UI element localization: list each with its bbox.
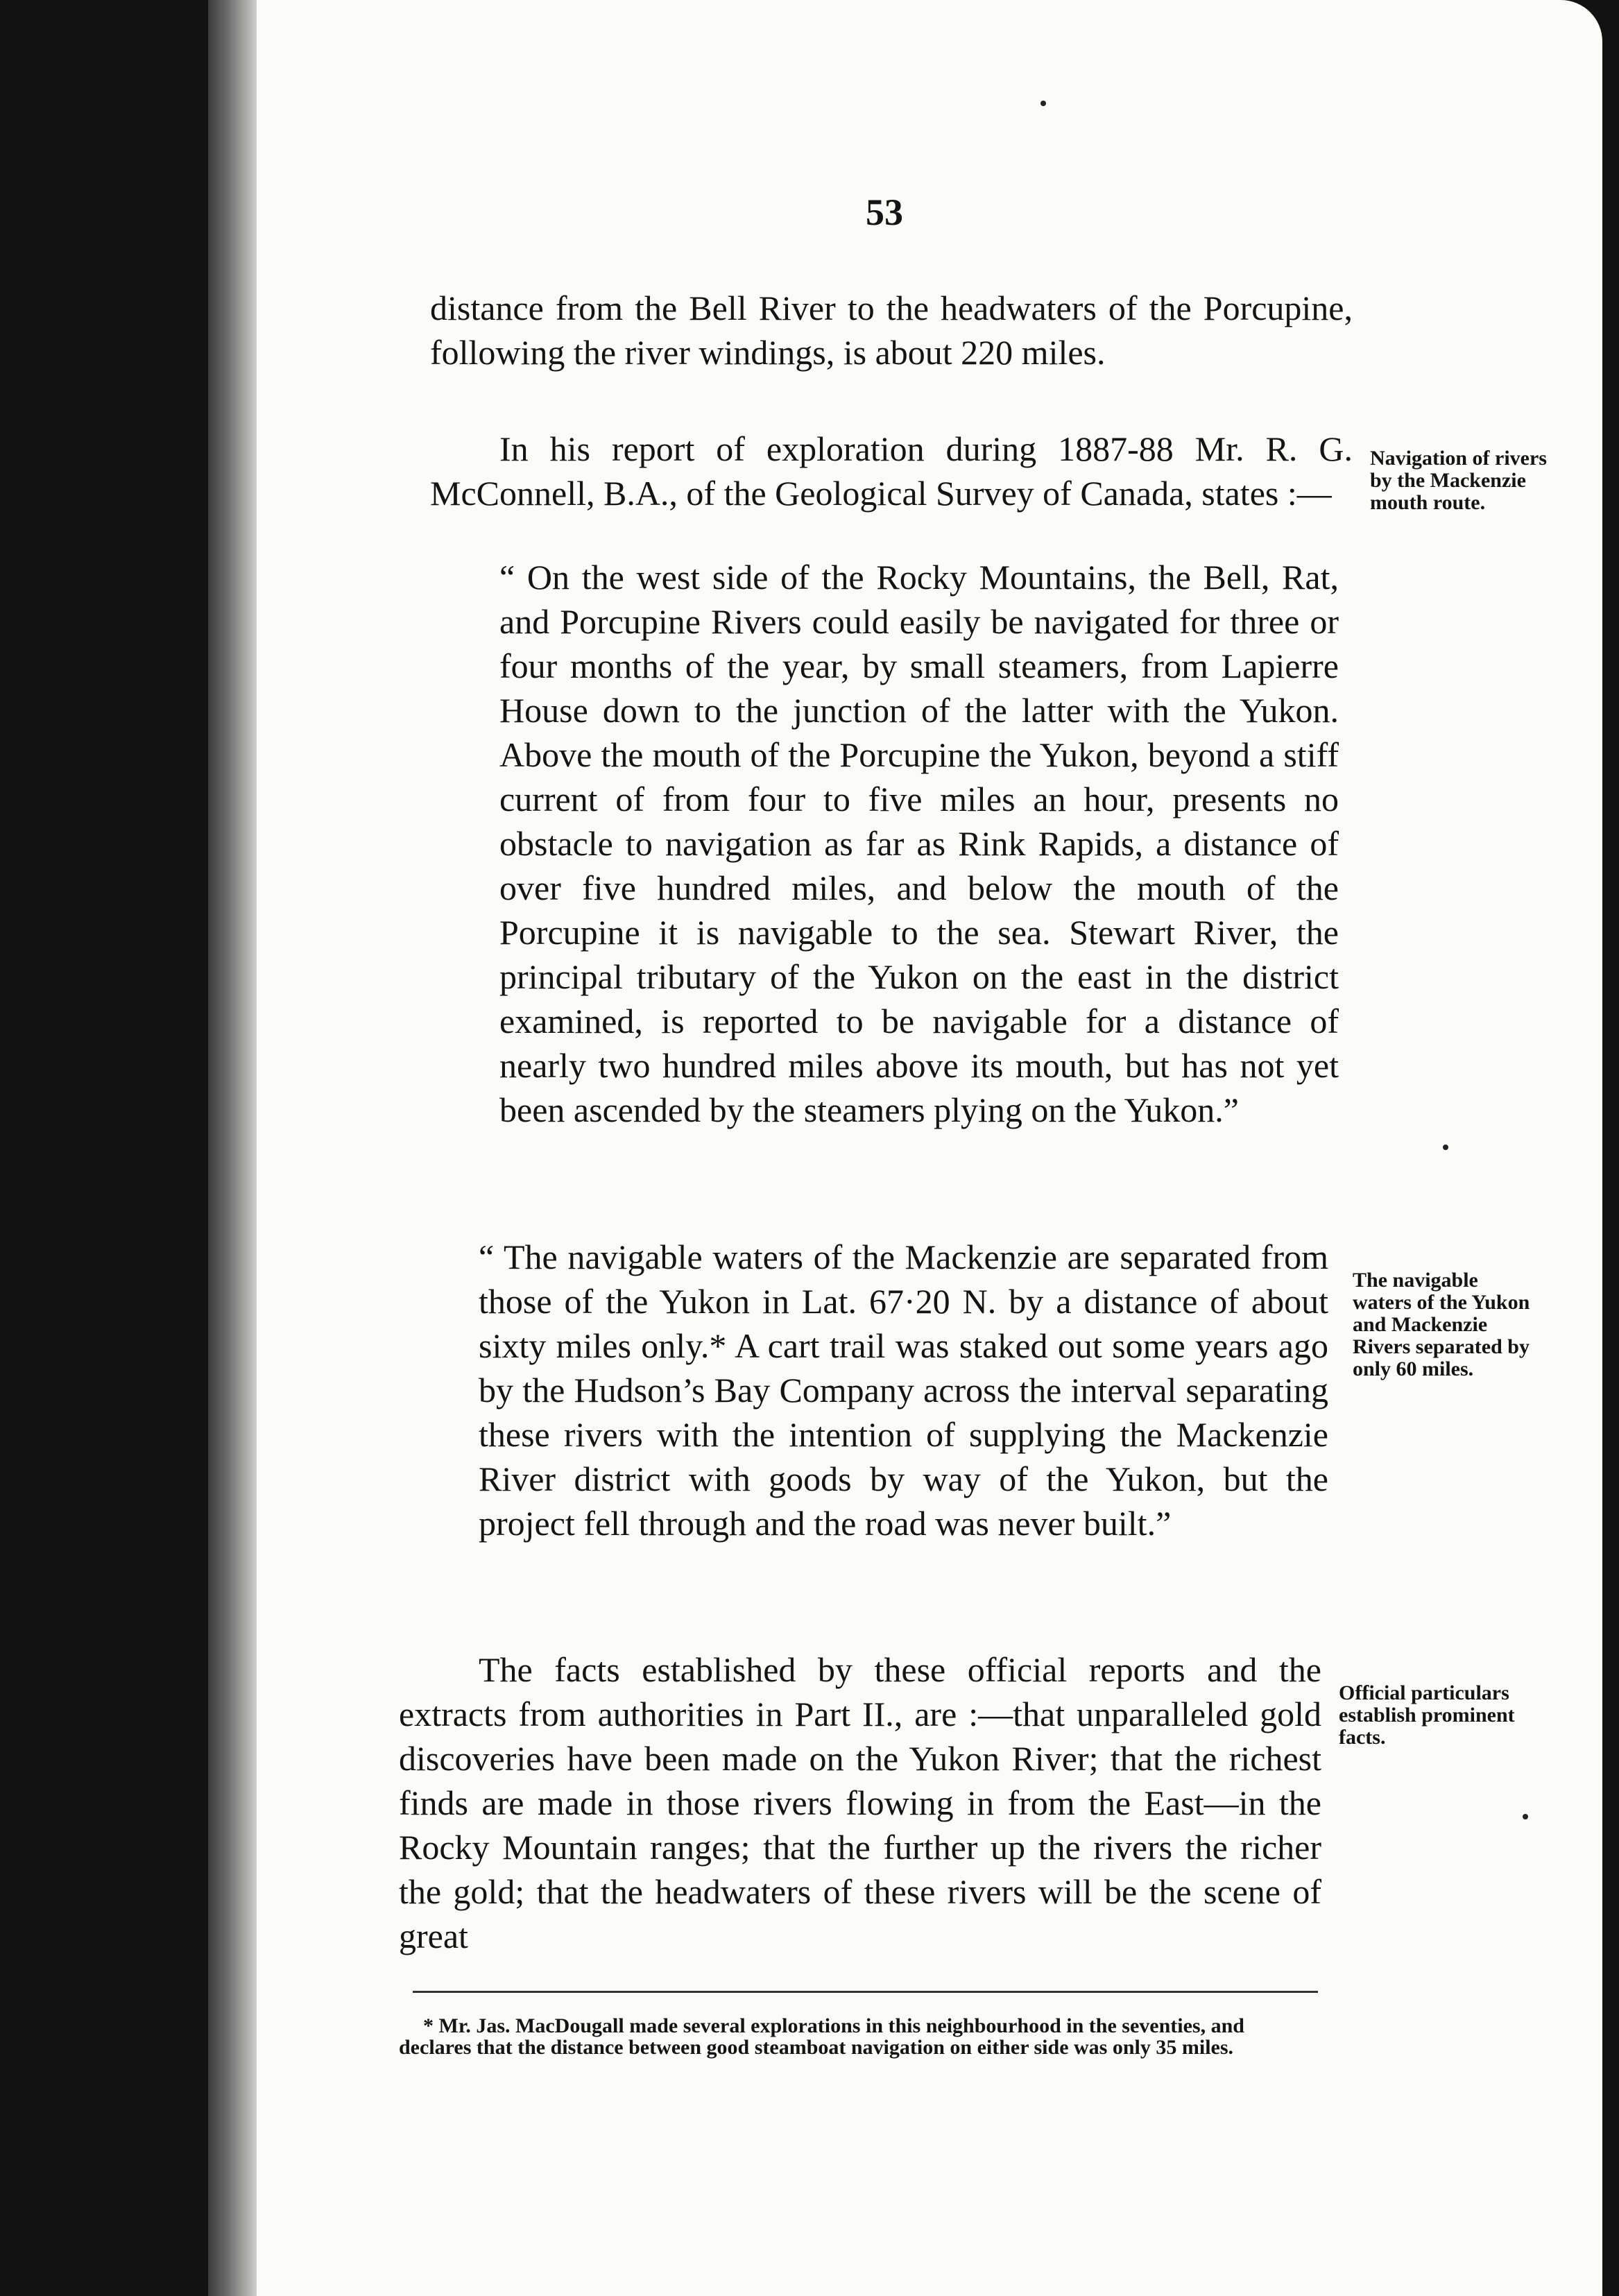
scan-speck [1443,1145,1448,1150]
sidenote-navigation: Navigation of rivers by the Mackenzie mouth route. [1370,447,1547,514]
scan-speck [1040,101,1046,106]
footnote-divider [413,1991,1318,1993]
quotation-mackenzie-waters: “ The navigable waters of the Mackenzie are separated from those of the Yukon in Lat. 67·20 N. by a distance of about sixty miles only.* A cart trail was staked out some years ago by the Hudson’s Bay Company across the interval separating these rivers with the intention of supplying the Mackenzie River district with goods by way of the Yukon, but the project fell through and the road was never built.” [479,1237,1328,1543]
paragraph-mcconnell-report: In his report of exploration during 1887-88 Mr. R. G. McConnell, B.A., of the Geological Survey of Canada, states :— [430,429,1353,513]
page-number: 53 [866,191,903,233]
scan-speck [1523,1814,1528,1819]
footnote: * Mr. Jas. MacDougall made several explorations in this neighbourhood in the seventies, and declares that the distance between good steamboat navigation on either side was only 35 miles. [399,2014,1244,2059]
paragraph-facts-established: The facts established by these official reports and the extracts from authorities in Part II., are :—that unparalleled gold discoveries have been made on the Yukon River; that the richest finds are made in those rivers flowing in from the East—in the Rocky Mountain ranges; that the further up the rivers the richer the gold; that the headwaters of these rivers will be the scene of great [399,1650,1321,1955]
sidenote-navigable-waters: The navigable waters of the Yukon and Mackenzie Rivers separated by only 60 miles. [1353,1269,1530,1380]
binding-gutter [208,0,257,2296]
paragraph-continuation: distance from the Bell River to the headwaters of the Porcupine, following the river windings, is about 220 miles. [430,289,1353,372]
sidenote-official-particulars: Official particulars establish prominent facts. [1339,1681,1515,1749]
quotation-rocky-mountains: “ On the west side of the Rocky Mountains, the Bell, Rat, and Porcupine Rivers could easily be navigated for three or four months of the year, by small steamers, from Lapierre House down to the junction of the latter with the Yukon. Above the mouth of the Porcupine the Yukon, beyond a stiff current of from four to five miles an hour, presents no obstacle to navigation as far as Rink Rapids, a distance of over five hundred miles, and below the mouth of the Porcupine it is navigable to the sea. Stewart River, the principal tributary of the Yukon on the east in the district examined, is reported to be navigable for a distance of nearly two hundred miles above its mouth, but has not yet been ascended by the steamers plying on the Yukon.” [499,558,1339,1129]
